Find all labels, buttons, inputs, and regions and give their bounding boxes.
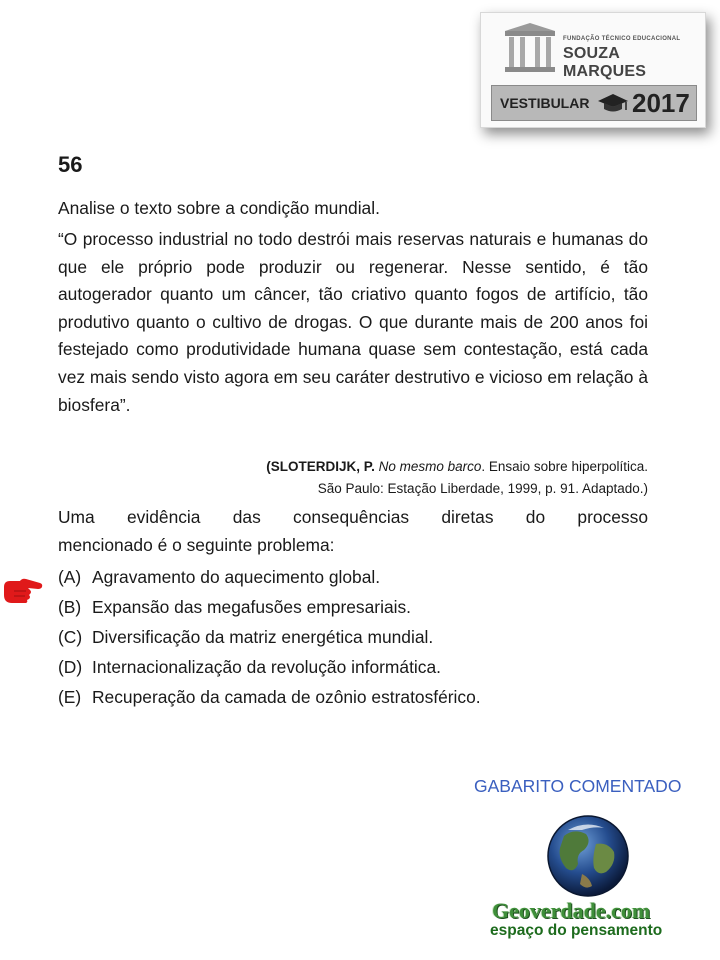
graduation-cap-icon — [596, 92, 630, 114]
logo-year: 2017 — [632, 88, 690, 118]
site-tagline: espaço do pensamento — [490, 922, 663, 939]
option-a[interactable] — [58, 564, 658, 594]
logo-exam-label: VESTIBULAR — [500, 95, 590, 111]
option-letter: (B) — [58, 597, 82, 617]
option-text: Internacionalização da revolução informática. — [92, 657, 441, 677]
answer-options — [58, 564, 658, 714]
institution-logo — [480, 12, 706, 128]
pointing-hand-icon — [0, 575, 44, 605]
logo-foundation-line: FUNDAÇÃO TÉCNICO EDUCACIONAL — [563, 36, 681, 42]
citation-line-1 — [266, 456, 648, 478]
gabarito-label: GABARITO COMENTADO — [474, 776, 682, 796]
question-quote: “O processo industrial no todo destrói mais reservas naturais e humanas do que ele próprio pode produzir ou regenerar. Nesse sentido, é tão autogerador quanto um câncer, tão criativo quanto fogos de artifício, tão produtivo quanto o cultivo de drogas. O que durante mais de 200 anos foi festejado como produtividade humana quase sem contestação, está cada vez mais sendo visto agora em seu caráter destrutivo e vicioso em relação à biosfera”. — [58, 229, 648, 415]
option-text: Diversificação da matriz energética mundial. — [92, 627, 434, 647]
option-letter: (C) — [58, 627, 83, 647]
citation-author: (SLOTERDIJK, P. — [266, 459, 375, 474]
globe-icon — [546, 814, 630, 898]
citation-title: No mesmo barco — [378, 459, 482, 474]
option-text: Recuperação da camada de ozônio estratosférico. — [92, 687, 481, 707]
option-letter: (E) — [58, 687, 82, 707]
question-number: 56 — [58, 152, 83, 177]
option-letter: (A) — [58, 567, 82, 587]
question-prompt — [58, 504, 648, 559]
option-text: Agravamento do aquecimento global. — [92, 567, 381, 587]
option-c[interactable] — [58, 624, 658, 654]
option-letter: (D) — [58, 657, 83, 677]
columns-icon — [503, 21, 557, 73]
citation — [266, 456, 648, 500]
logo-top — [503, 21, 687, 80]
option-b[interactable] — [58, 594, 658, 624]
logo-exam-band — [491, 85, 697, 121]
site-name[interactable]: Geoverdade.com — [492, 898, 651, 923]
logo-name: SOUZA MARQUES — [563, 45, 647, 80]
citation-line-2: São Paulo: Estação Liberdade, 1999, p. 91. Adaptado.) — [317, 481, 648, 496]
option-d[interactable] — [58, 654, 658, 684]
prompt-line-1: Uma evidência das consequências diretas do processo — [58, 507, 648, 527]
option-e[interactable] — [58, 684, 658, 714]
prompt-line-2: mencionado é o seguinte problema: — [58, 534, 335, 555]
citation-rest: . Ensaio sobre hiperpolítica. — [481, 459, 648, 474]
question-intro: Analise o texto sobre a condição mundial. — [58, 198, 380, 218]
option-text: Expansão das megafusões empresariais. — [92, 597, 412, 617]
